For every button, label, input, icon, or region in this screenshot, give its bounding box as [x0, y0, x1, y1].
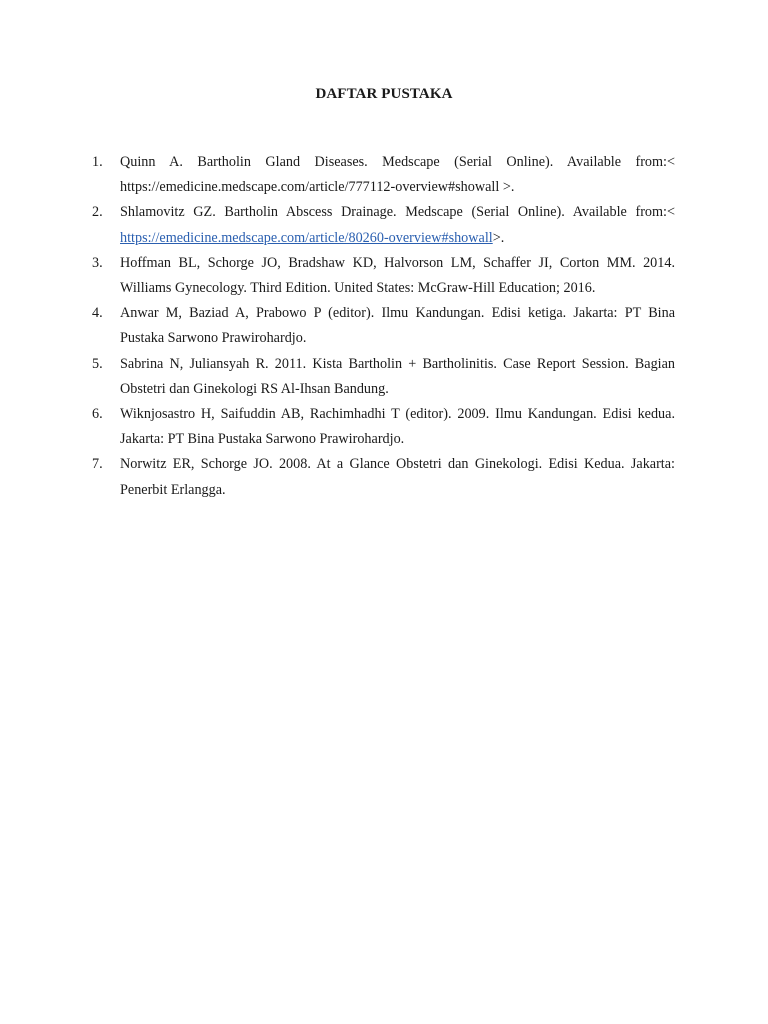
reference-item — [92, 352, 675, 402]
reference-number: 6. — [92, 406, 103, 423]
reference-text: Hoffman BL, Schorge JO, Bradshaw KD, Halvorson LM, Schaffer JI, Corton MM. 2014. Williams Gynecology. Third Edition. United States: McGraw-Hill Education; 2016. — [120, 254, 675, 297]
reference-text: Sabrina N, Juliansyah R. 2011. Kista Bartholin + Bartholinitis. Case Report Session. Bagian Obstetri dan Ginekologi RS Al-Ihsan Bandung. — [120, 355, 675, 397]
reference-text-suffix: >. — [492, 229, 505, 246]
reference-text: Quinn A. Bartholin Gland Diseases. Medscape (Serial Online). Available from:< https://emedicine.medscape.com/article/777112-overview#showall >. — [120, 154, 675, 196]
reference-item — [92, 200, 675, 250]
reference-number: 4. — [92, 305, 103, 322]
reference-number: 7. — [92, 456, 103, 473]
reference-item — [92, 251, 675, 301]
reference-item — [92, 452, 675, 502]
reference-text: Wiknjosastro H, Saifuddin AB, Rachimhadhi T (editor). 2009. Ilmu Kandungan. Edisi kedua. Jakarta: PT Bina Pustaka Sarwono Prawirohardjo. — [120, 406, 675, 448]
reference-link[interactable]: https://emedicine.medscape.com/article/80260-overview#showall — [120, 229, 493, 246]
reference-number: 3. — [92, 254, 103, 271]
reference-text: Norwitz ER, Schorge JO. 2008. At a Glance Obstetri dan Ginekologi. Edisi Kedua. Jakarta: Penerbit Erlangga. — [120, 456, 675, 498]
reference-item — [92, 150, 675, 200]
page-title: DAFTAR PUSTAKA — [315, 86, 453, 102]
reference-item — [92, 301, 675, 351]
reference-text: Anwar M, Baziad A, Prabowo P (editor). Ilmu Kandungan. Edisi ketiga. Jakarta: PT Bina Pustaka Sarwono Prawirohardjo. — [120, 305, 675, 347]
reference-number: 2. — [92, 204, 103, 221]
reference-item — [92, 402, 675, 452]
reference-number: 5. — [92, 355, 103, 372]
reference-number: 1. — [92, 154, 103, 170]
reference-list — [92, 150, 675, 503]
reference-text: Shlamovitz GZ. Bartholin Abscess Drainage. Medscape (Serial Online). Available from:< — [120, 204, 675, 221]
